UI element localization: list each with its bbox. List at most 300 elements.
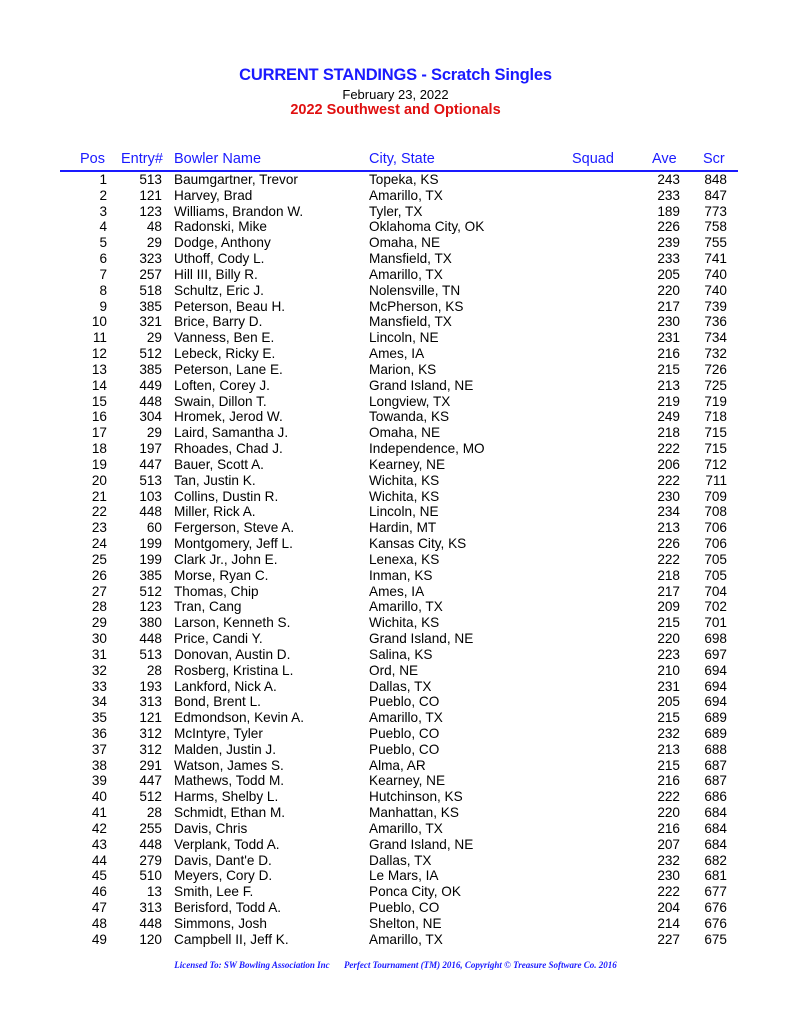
table-row [0,267,791,283]
cell-pos: 3 [99,203,107,219]
table-row [0,188,791,204]
cell-ave: 222 [657,551,680,567]
table-row [0,884,791,900]
cell-scr: 740 [704,266,727,282]
cell-scr: 684 [704,836,727,852]
col-header-ave: Ave [652,151,677,167]
cell-entry: 28 [146,805,162,821]
cell-entry: 313 [139,694,162,710]
cell-bowler-name: Price, Candi Y. [174,631,263,647]
cell-pos: 45 [91,868,107,884]
table-row [0,283,791,299]
table-row [0,394,791,410]
cell-entry: 29 [146,425,162,441]
cell-entry: 123 [139,203,162,219]
table-row [0,504,791,520]
cell-pos: 2 [99,187,107,203]
cell-scr: 698 [704,631,727,647]
cell-entry: 120 [139,931,162,947]
cell-ave: 222 [657,884,680,900]
table-row [0,425,791,441]
cell-city-state: McPherson, KS [369,298,464,314]
cell-city-state: Ames, IA [369,346,425,362]
cell-pos: 22 [91,504,107,520]
cell-bowler-name: Verplank, Todd A. [174,836,280,852]
cell-bowler-name: Collins, Dustin R. [174,488,279,504]
table-row [0,647,791,663]
cell-city-state: Marion, KS [369,361,437,377]
cell-city-state: Pueblo, CO [369,694,440,710]
table-row [0,758,791,774]
cell-ave: 213 [657,741,680,757]
cell-city-state: Pueblo, CO [369,900,440,916]
cell-pos: 49 [91,931,107,947]
cell-bowler-name: Rhoades, Chad J. [174,441,283,457]
cell-bowler-name: Davis, Dant'e D. [174,852,272,868]
table-row [0,251,791,267]
cell-city-state: Ames, IA [369,583,425,599]
cell-city-state: Grand Island, NE [369,377,474,393]
cell-city-state: Kearney, NE [369,456,446,472]
cell-bowler-name: Edmondson, Kevin A. [174,710,304,726]
cell-bowler-name: Williams, Brandon W. [174,203,304,219]
cell-scr: 732 [704,346,727,362]
cell-bowler-name: Lankford, Nick A. [174,678,277,694]
cell-scr: 702 [704,599,727,615]
cell-scr: 687 [704,757,727,773]
cell-ave: 243 [657,172,680,187]
cell-pos: 18 [91,441,107,457]
cell-city-state: Hardin, MT [369,520,437,536]
cell-scr: 715 [704,425,727,441]
cell-entry: 199 [139,551,162,567]
cell-scr: 706 [704,520,727,536]
cell-scr: 684 [704,820,727,836]
cell-city-state: Amarillo, TX [369,710,443,726]
col-header-bowler-name: Bowler Name [174,151,262,167]
cell-ave: 222 [657,441,680,457]
cell-bowler-name: Dodge, Anthony [174,235,271,251]
cell-scr: 725 [704,377,727,393]
cell-pos: 41 [91,805,107,821]
cell-pos: 6 [99,251,107,267]
cell-pos: 10 [91,314,107,330]
cell-entry: 448 [139,393,162,409]
cell-ave: 217 [657,583,680,599]
cell-entry: 512 [139,789,162,805]
table-row [0,599,791,615]
cell-scr: 705 [704,551,727,567]
cell-bowler-name: Bauer, Scott A. [174,456,264,472]
cell-city-state: Amarillo, TX [369,599,443,615]
cell-bowler-name: Larson, Kenneth S. [174,615,291,631]
cell-bowler-name: Loften, Corey J. [174,377,270,393]
cell-scr: 694 [704,694,727,710]
cell-scr: 681 [704,868,727,884]
cell-city-state: Amarillo, TX [369,266,443,282]
cell-entry: 13 [146,884,162,900]
cell-entry: 312 [139,741,162,757]
cell-ave: 210 [657,662,680,678]
table-row [0,457,791,473]
cell-entry: 448 [139,631,162,647]
cell-city-state: Hutchinson, KS [369,789,463,805]
table-row [0,900,791,916]
cell-ave: 232 [657,725,680,741]
cell-city-state: Dallas, TX [369,678,432,694]
cell-ave: 222 [657,472,680,488]
cell-scr: 705 [704,567,727,583]
cell-bowler-name: Thomas, Chip [174,583,259,599]
cell-ave: 249 [657,409,680,425]
cell-bowler-name: Clark Jr., John E. [174,551,278,567]
cell-pos: 12 [91,346,107,362]
cell-scr: 694 [704,662,727,678]
cell-city-state: Lenexa, KS [369,551,440,567]
cell-entry: 513 [139,472,162,488]
cell-ave: 226 [657,536,680,552]
cell-scr: 697 [704,646,727,662]
table-row [0,473,791,489]
cell-bowler-name: Donovan, Austin D. [174,646,291,662]
cell-city-state: Kansas City, KS [369,536,467,552]
cell-pos: 7 [99,266,107,282]
table-row [0,409,791,425]
cell-pos: 44 [91,852,107,868]
cell-ave: 216 [657,820,680,836]
cell-pos: 19 [91,456,107,472]
cell-entry: 103 [139,488,162,504]
table-row [0,631,791,647]
cell-bowler-name: Hill III, Billy R. [174,266,258,282]
cell-scr: 706 [704,536,727,552]
cell-pos: 37 [91,741,107,757]
cell-scr: 689 [704,725,727,741]
table-row [0,821,791,837]
table-row [0,932,791,948]
page-title: CURRENT STANDINGS - Scratch Singles [239,66,552,84]
cell-bowler-name: Hromek, Jerod W. [174,409,283,425]
cell-ave: 231 [657,330,680,346]
cell-bowler-name: McIntyre, Tyler [174,725,263,741]
table-row [0,853,791,869]
cell-bowler-name: Radonski, Mike [174,219,267,235]
cell-scr: 689 [704,710,727,726]
cell-city-state: Mansfield, TX [369,314,452,330]
table-row [0,362,791,378]
cell-bowler-name: Peterson, Lane E. [174,361,283,377]
cell-ave: 205 [657,694,680,710]
cell-bowler-name: Mathews, Todd M. [174,773,285,789]
cell-entry: 29 [146,235,162,251]
cell-entry: 48 [146,219,162,235]
cell-ave: 214 [657,915,680,931]
cell-ave: 227 [657,931,680,947]
cell-bowler-name: Swain, Dillon T. [174,393,267,409]
cell-bowler-name: Lebeck, Ricky E. [174,346,276,362]
cell-ave: 217 [657,298,680,314]
cell-ave: 213 [657,377,680,393]
cell-entry: 518 [139,282,162,298]
cell-city-state: Amarillo, TX [369,931,443,947]
cell-bowler-name: Simmons, Josh [174,915,267,931]
cell-ave: 213 [657,520,680,536]
cell-ave: 189 [657,203,680,219]
cell-pos: 21 [91,488,107,504]
cell-ave: 207 [657,836,680,852]
cell-ave: 219 [657,393,680,409]
cell-city-state: Mansfield, TX [369,251,452,267]
cell-city-state: Pueblo, CO [369,725,440,741]
cell-city-state: Oklahoma City, OK [369,219,485,235]
cell-pos: 39 [91,773,107,789]
cell-city-state: Le Mars, IA [369,868,439,884]
cell-entry: 448 [139,915,162,931]
cell-ave: 230 [657,868,680,884]
cell-entry: 449 [139,377,162,393]
cell-entry: 512 [139,583,162,599]
cell-pos: 35 [91,710,107,726]
table-row [0,805,791,821]
cell-pos: 25 [91,551,107,567]
table-row [0,679,791,695]
cell-scr: 709 [704,488,727,504]
cell-ave: 218 [657,425,680,441]
cell-entry: 121 [139,710,162,726]
table-row [0,663,791,679]
cell-entry: 510 [139,868,162,884]
cell-city-state: Shelton, NE [369,915,442,931]
cell-bowler-name: Harvey, Brad [174,187,253,203]
col-header-squad: Squad [572,151,614,167]
cell-ave: 215 [657,710,680,726]
table-row [0,204,791,220]
table-row [0,299,791,315]
cell-scr: 773 [704,203,727,219]
cell-bowler-name: Malden, Justin J. [174,741,276,757]
cell-city-state: Grand Island, NE [369,836,474,852]
cell-scr: 676 [704,915,727,931]
event-subtitle: 2022 Southwest and Optionals [290,102,501,118]
cell-entry: 312 [139,725,162,741]
table-row [0,694,791,710]
cell-scr: 848 [704,172,727,187]
cell-ave: 239 [657,235,680,251]
table-row [0,172,791,188]
table-row [0,742,791,758]
report-date: February 23, 2022 [342,87,449,102]
cell-scr: 755 [704,235,727,251]
cell-bowler-name: Meyers, Cory D. [174,868,273,884]
table-row [0,789,791,805]
cell-scr: 694 [704,678,727,694]
table-row [0,219,791,235]
cell-pos: 8 [99,282,107,298]
cell-bowler-name: Montgomery, Jeff L. [174,536,293,552]
cell-scr: 847 [704,187,727,203]
cell-bowler-name: Uthoff, Cody L. [174,251,265,267]
cell-city-state: Towanda, KS [369,409,450,425]
cell-pos: 4 [99,219,107,235]
cell-entry: 385 [139,567,162,583]
cell-city-state: Dallas, TX [369,852,432,868]
table-row [0,489,791,505]
cell-scr: 687 [704,773,727,789]
cell-city-state: Omaha, NE [369,425,441,441]
cell-bowler-name: Tan, Justin K. [174,472,256,488]
cell-pos: 36 [91,725,107,741]
cell-bowler-name: Brice, Barry D. [174,314,263,330]
cell-pos: 42 [91,820,107,836]
cell-ave: 220 [657,631,680,647]
col-header-pos: Pos [80,151,105,167]
table-row [0,330,791,346]
cell-city-state: Inman, KS [369,567,433,583]
cell-pos: 24 [91,536,107,552]
cell-ave: 215 [657,361,680,377]
cell-city-state: Tyler, TX [369,203,423,219]
cell-scr: 758 [704,219,727,235]
cell-scr: 676 [704,900,727,916]
cell-bowler-name: Watson, James S. [174,757,284,773]
cell-city-state: Manhattan, KS [369,805,459,821]
cell-scr: 718 [704,409,727,425]
cell-entry: 193 [139,678,162,694]
page-footer [0,960,791,970]
cell-bowler-name: Davis, Chris [174,820,248,836]
cell-entry: 385 [139,361,162,377]
cell-scr: 715 [704,441,727,457]
cell-ave: 234 [657,504,680,520]
table-row [0,536,791,552]
table-row [0,868,791,884]
table-row [0,584,791,600]
cell-pos: 15 [91,393,107,409]
cell-ave: 230 [657,314,680,330]
cell-bowler-name: Berisford, Todd A. [174,900,282,916]
cell-scr: 704 [704,583,727,599]
cell-city-state: Lincoln, NE [369,504,439,520]
cell-pos: 13 [91,361,107,377]
cell-scr: 688 [704,741,727,757]
cell-entry: 60 [146,520,162,536]
cell-city-state: Kearney, NE [369,773,446,789]
cell-city-state: Amarillo, TX [369,820,443,836]
cell-ave: 218 [657,567,680,583]
cell-pos: 40 [91,789,107,805]
cell-scr: 711 [705,472,727,488]
cell-entry: 448 [139,836,162,852]
cell-ave: 215 [657,757,680,773]
cell-scr: 740 [704,282,727,298]
cell-city-state: Alma, AR [369,757,426,773]
col-header-scr: Scr [703,151,725,167]
cell-entry: 123 [139,599,162,615]
cell-entry: 291 [139,757,162,773]
cell-bowler-name: Rosberg, Kristina L. [174,662,294,678]
cell-scr: 741 [704,251,727,267]
cell-scr: 726 [704,361,727,377]
cell-ave: 233 [657,187,680,203]
cell-entry: 29 [146,330,162,346]
cell-entry: 513 [139,172,162,187]
cell-entry: 447 [139,773,162,789]
cell-ave: 216 [657,346,680,362]
cell-city-state: Ponca City, OK [369,884,461,900]
cell-entry: 304 [139,409,162,425]
cell-entry: 512 [139,346,162,362]
table-row [0,568,791,584]
cell-pos: 34 [91,694,107,710]
cell-bowler-name: Schultz, Eric J. [174,282,264,298]
cell-scr: 677 [704,884,727,900]
cell-entry: 199 [139,536,162,552]
cell-pos: 11 [92,330,107,346]
cell-scr: 686 [704,789,727,805]
cell-scr: 736 [704,314,727,330]
cell-city-state: Ord, NE [369,662,419,678]
cell-scr: 701 [704,615,727,631]
cell-ave: 231 [657,678,680,694]
table-row [0,773,791,789]
cell-pos: 9 [99,298,107,314]
cell-ave: 220 [657,282,680,298]
cell-entry: 255 [139,820,162,836]
cell-ave: 215 [657,615,680,631]
cell-ave: 220 [657,805,680,821]
cell-city-state: Lincoln, NE [369,330,439,346]
cell-ave: 230 [657,488,680,504]
table-row [0,615,791,631]
cell-pos: 26 [91,567,107,583]
cell-bowler-name: Laird, Samantha J. [174,425,289,441]
table-row [0,235,791,251]
cell-entry: 385 [139,298,162,314]
cell-entry: 323 [139,251,162,267]
cell-bowler-name: Campbell II, Jeff K. [174,931,289,947]
cell-pos: 46 [91,884,107,900]
cell-ave: 222 [657,789,680,805]
cell-city-state: Topeka, KS [369,172,439,187]
table-row [0,441,791,457]
cell-bowler-name: Vanness, Ben E. [174,330,275,346]
copyright-text: Perfect Tournament (TM) 2016, Copyright © Treasure Software Co. 2016 [343,960,617,970]
cell-scr: 719 [704,393,727,409]
cell-bowler-name: Tran, Cang [174,599,242,615]
cell-entry: 257 [139,266,162,282]
cell-pos: 31 [91,646,107,662]
cell-city-state: Pueblo, CO [369,741,440,757]
cell-city-state: Longview, TX [369,393,451,409]
cell-pos: 30 [91,631,107,647]
cell-pos: 43 [91,836,107,852]
cell-city-state: Wichita, KS [369,615,440,631]
cell-ave: 216 [657,773,680,789]
cell-entry: 279 [139,852,162,868]
cell-ave: 206 [657,456,680,472]
cell-entry: 321 [139,314,162,330]
cell-city-state: Omaha, NE [369,235,441,251]
table-row [0,552,791,568]
cell-pos: 17 [91,425,107,441]
table-row [0,710,791,726]
cell-scr: 712 [704,456,727,472]
table-row [0,314,791,330]
col-header-city-state: City, State [369,151,435,167]
cell-bowler-name: Smith, Lee F. [174,884,254,900]
cell-ave: 226 [657,219,680,235]
table-row [0,378,791,394]
